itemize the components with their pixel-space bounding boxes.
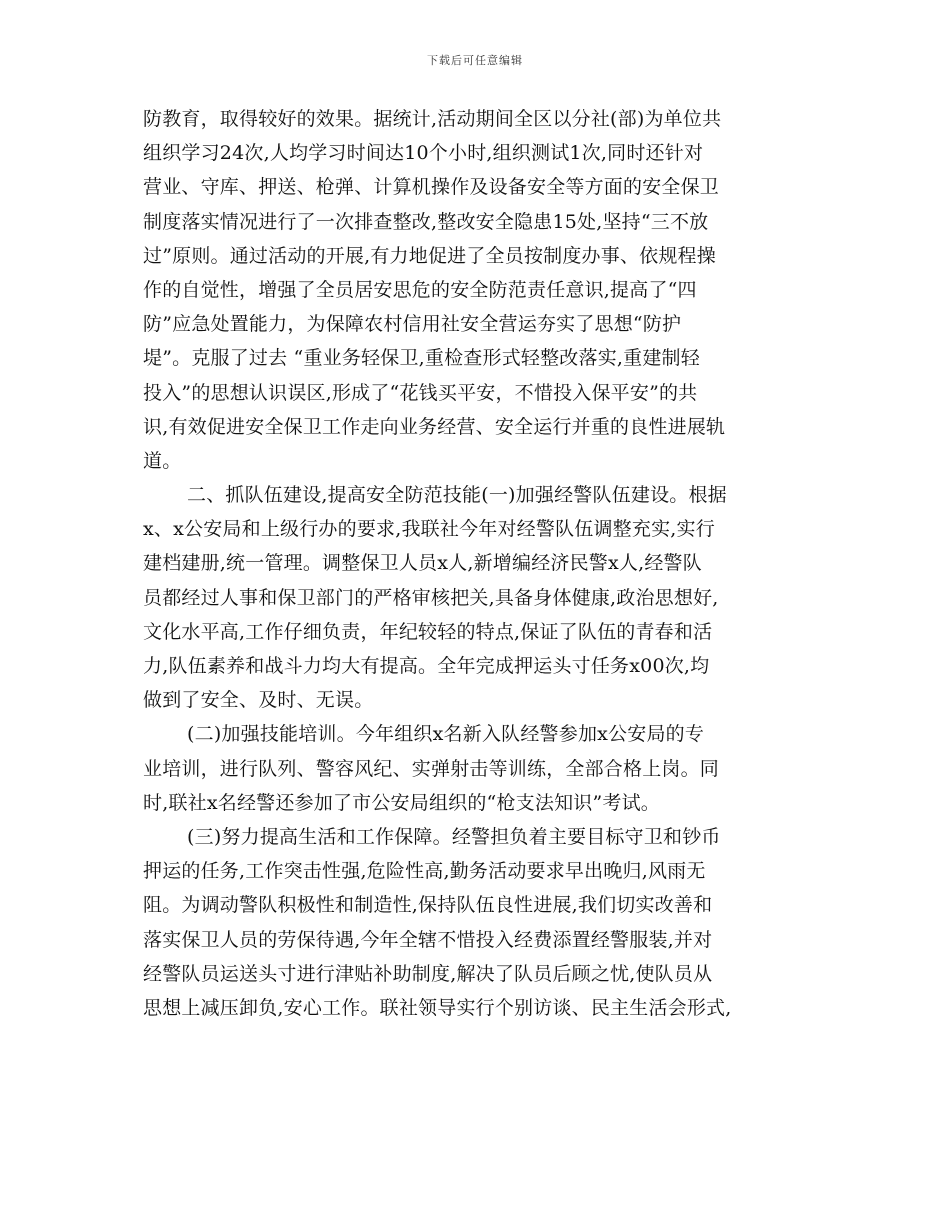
text-line: 文化水平高,工作仔细负责，年纪较轻的特点,保证了队伍的青春和活 — [143, 620, 713, 643]
text-line: x、x公安局和上级行办的要求,我联社今年对经警队伍调整充实,实行 — [143, 518, 715, 541]
paragraph-3 — [143, 717, 823, 820]
text-line: 组织学习24次,人均学习时间达10个小时,组织测试1次,同时还针对 — [143, 142, 704, 165]
text-line: 做到了安全、及时、无误。 — [143, 689, 374, 712]
document-body — [143, 102, 823, 1025]
text-line: 时,联社x名经警还参加了市公安局组织的“枪支法知识”考试。 — [143, 791, 660, 814]
text-line: 建档建册,统一管理。调整保卫人员x人,新增编经济民警x人,经警队 — [143, 552, 702, 575]
text-line: 经警队员运送头寸进行津贴补助制度,解决了队员后顾之忧,使队员从 — [143, 962, 713, 985]
page-header: 下载后可任意编辑 — [427, 54, 523, 67]
text-line: 业培训，进行队列、警容风纪、实弹射击等训练，全部合格上岗。同 — [143, 757, 720, 780]
text-line: 落实保卫人员的劳保待遇,今年全辖不惜投入经费添置经警服装,并对 — [143, 928, 713, 951]
text-line: 堤”。克服了过去 “重业务轻保卫,重检查形式轻整改落实,重建制轻 — [143, 347, 700, 370]
text-line: 阻。为调动警队积极性和制造性,保持队伍良性进展,我们切实改善和 — [143, 894, 713, 917]
text-line: 力,队伍素养和战斗力均大有提高。全年完成押运头寸任务x00次,均 — [143, 655, 710, 677]
text-line: 制度落实情况进行了一次排查整改,整改安全隐患15处,坚持“三不放 — [143, 210, 709, 233]
text-line: 防教育，取得较好的效果。据统计,活动期间全区以分社(部)为单位共 — [143, 108, 722, 130]
text-line: 过”原则。通过活动的开展,有力地促进了全员按制度办事、依规程操 — [143, 244, 716, 267]
paragraph-2 — [143, 478, 823, 717]
text-line: 投入”的思想认识误区,形成了“花钱买平安，不惜投入保平安”的共 — [143, 381, 698, 404]
text-line: 押运的任务,工作突击性强,危险性高,勤务活动要求早出晚归,风雨无 — [143, 860, 706, 883]
text-line: 道。 — [143, 449, 182, 472]
text-line: 员都经过人事和保卫部门的严格审核把关,具备身体健康,政治思想好, — [143, 586, 719, 609]
text-line: 防”应急处置能力，为保障农村信用社安全营运夯实了思想“防护 — [143, 313, 682, 336]
text-line: 作的自觉性，增强了全员居安思危的安全防范责任意识,提高了“四 — [143, 278, 697, 301]
paragraph-1 — [143, 102, 823, 478]
text-line: 营业、守库、押送、枪弹、计算机操作及设备安全等方面的安全保卫 — [143, 176, 720, 199]
text-line: 思想上减压卸负,安心工作。联社领导实行个别访谈、民主生活会形式, — [143, 996, 732, 1019]
text-line-first: (二)加强技能培训。今年组织x名新入队经警参加x公安局的专 — [187, 723, 705, 746]
text-line-first: (三)努力提高生活和工作保障。经警担负着主要目标守卫和钞币 — [187, 825, 721, 848]
text-line-first: 二、抓队伍建设,提高安全防范技能(一)加强经警队伍建设。根据 — [187, 484, 727, 507]
paragraph-4 — [143, 820, 823, 1025]
text-line: 识,有效促进安全保卫工作走向业务经营、安全运行并重的良性进展轨 — [143, 415, 726, 438]
